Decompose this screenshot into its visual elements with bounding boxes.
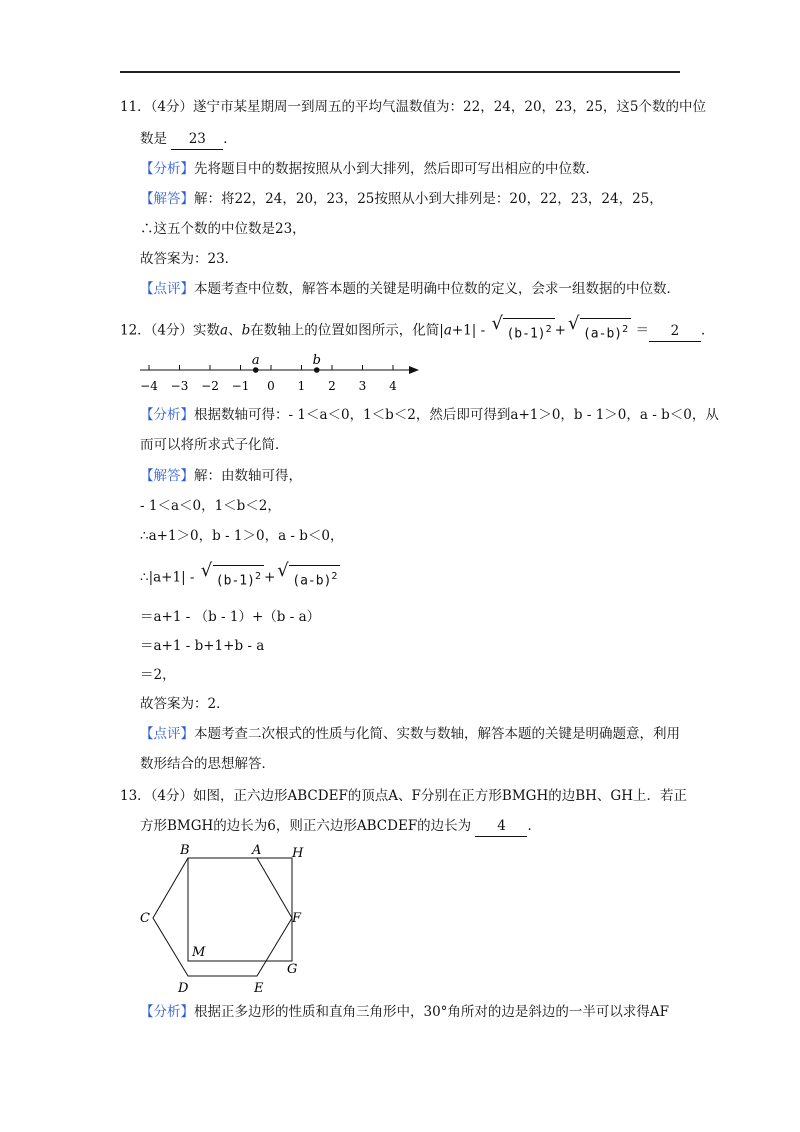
number-line-tick-label: 3 xyxy=(358,379,367,393)
rad4-text: (a-b) xyxy=(292,573,332,589)
label-C: C xyxy=(140,911,150,926)
hexagon-abcdef xyxy=(153,858,292,976)
rad1-text: (b-1) xyxy=(506,326,546,342)
q12-comment-line-2: 数形结合的思想解答． xyxy=(140,756,275,772)
number-line-tick-label: 2 xyxy=(328,379,336,393)
q12-solution-line-3: ∴a+1＞0，b - 1＞0，a - b＜0， xyxy=(140,528,344,544)
q12-stem-period: ． xyxy=(700,322,715,339)
q13-stem-text: 方形BMGH的边长为6，则正六边形ABCDEF的边长为 xyxy=(140,818,472,834)
q12-solution xyxy=(140,466,705,486)
number-line-figure xyxy=(135,352,425,398)
q12-eq: ＝ xyxy=(635,322,649,339)
rad2-exp: 2 xyxy=(622,324,629,335)
header-rule xyxy=(120,71,680,73)
label-F: F xyxy=(292,911,302,926)
q11-stem-line-2 xyxy=(140,129,705,150)
q12-analysis-text: 根据数轴可得：- 1＜a＜0，1＜b＜2，然后即可得到a+1＞0，b - 1＞0，a - b＜0，从 xyxy=(194,407,719,423)
point-a xyxy=(253,367,259,373)
q11-stem-line-1: 11．（4分）遂宁市某星期周一到周五的平均气温数值为：22，24，20，23，25，这5个数的中位 xyxy=(120,99,706,115)
label-D: D xyxy=(178,981,189,996)
solution-tag: 【解答】 xyxy=(140,468,194,484)
label-M: M xyxy=(192,945,206,960)
number-line-tick-label: −4 xyxy=(140,379,158,393)
q11-solution-text: 解：将22，24，20，23，25按照从小到大排列是：20，22，23，24，25， xyxy=(194,191,663,207)
q12-solution-line-7: ＝2， xyxy=(140,667,176,683)
analysis-tag: 【分析】 xyxy=(140,407,194,423)
rad3-text: (b-1) xyxy=(215,573,255,589)
label-A: A xyxy=(252,843,262,858)
q11-analysis xyxy=(140,159,705,179)
q12-comment xyxy=(140,724,705,744)
rad3-exp: 2 xyxy=(254,571,261,582)
sqrt-expression-2 xyxy=(568,318,631,344)
label-H: H xyxy=(292,846,304,861)
q12-solution-line-6: ＝a+1 - b+1+b - a xyxy=(140,638,265,654)
point-a-label: a xyxy=(251,353,260,368)
number-line-tick-label: −3 xyxy=(170,379,189,393)
q11-stem-period: ． xyxy=(223,131,237,147)
q11-stem-text: 数是 xyxy=(140,131,167,147)
q11-solution-line-2: ∴这五个数的中位数是23， xyxy=(140,221,306,237)
label-B: B xyxy=(180,843,190,858)
q13-stem-period: ． xyxy=(527,818,541,834)
analysis-tag: 【分析】 xyxy=(140,161,194,177)
number-line-tick-label: −1 xyxy=(231,379,250,393)
sqrt-expression-4 xyxy=(277,565,340,591)
q11-solution xyxy=(140,189,705,209)
rad1-exp: 2 xyxy=(545,324,552,335)
number-line-tick-label: 1 xyxy=(297,379,306,393)
q11-solution-line-3: 故答案为：23． xyxy=(140,251,239,267)
q12-solution-text: 解：由数轴可得， xyxy=(194,468,302,484)
q12-stem-prefix: 12．（4分）实数 xyxy=(120,322,221,339)
q13-analysis-text: 根据正多边形的性质和直角三角形中，30°角所对的边是斜边的一半可以求得AF xyxy=(194,1004,670,1020)
number-line-tick-label: −2 xyxy=(201,379,219,393)
q11-comment xyxy=(140,279,705,299)
hexagon-square-figure xyxy=(130,838,320,998)
q13-stem-line-2 xyxy=(140,816,705,837)
q12-var-b: b xyxy=(241,322,251,339)
rad4-exp: 2 xyxy=(331,571,338,582)
q12-plus-2: + xyxy=(263,569,276,586)
comment-tag: 【点评】 xyxy=(140,726,194,742)
point-b-label: b xyxy=(312,353,321,368)
number-line-arrow xyxy=(409,366,419,374)
sqrt-expression-3 xyxy=(201,565,264,591)
q12-analysis-line-2: 而可以将所求式子化简． xyxy=(140,437,289,453)
solution-tag: 【解答】 xyxy=(140,191,194,207)
q12-stem-abs: +1| - xyxy=(451,322,486,339)
rad2-text: (a-b) xyxy=(582,326,623,342)
q12-solution-line-2: - 1＜a＜0，1＜b＜2， xyxy=(140,498,281,514)
q12-stem-line-1 xyxy=(120,318,715,344)
number-line-tick-label: 0 xyxy=(267,379,275,393)
sqrt-expression-1 xyxy=(491,318,554,344)
number-line-tick-label: 4 xyxy=(389,379,397,393)
comment-tag: 【点评】 xyxy=(140,281,194,297)
q11-analysis-text: 先将题目中的数据按照从小到大排列，然后即可写出相应的中位数． xyxy=(194,161,599,177)
q12-analysis xyxy=(140,405,719,425)
q12-solution-line-8: 故答案为：2． xyxy=(140,696,230,712)
q12-sep: 、 xyxy=(228,322,242,339)
label-G: G xyxy=(287,962,298,977)
q12-solution-line-4 xyxy=(140,565,705,591)
q12-stem-mid: 在数轴上的位置如图所示，化简| xyxy=(250,322,444,339)
q12-var-a-2: a xyxy=(443,322,452,339)
q12-solution-line-5: ＝a+1 - （b - 1）+（b - a） xyxy=(140,609,321,625)
q11-comment-text: 本题考查中位数，解答本题的关键是明确中位数的定义，会求一组数据的中位数． xyxy=(194,281,680,297)
label-E: E xyxy=(254,981,264,996)
q12-var-a: a xyxy=(220,322,229,339)
q13-analysis xyxy=(140,1002,705,1022)
q13-answer-blank: 4 xyxy=(475,816,527,837)
analysis-tag: 【分析】 xyxy=(140,1004,194,1020)
q12-plus: + xyxy=(554,322,566,339)
q12-comment-text: 本题考查二次根式的性质与化简、实数与数轴，解答本题的关键是明确题意，利用 xyxy=(194,726,680,742)
q13-stem-line-1: 13．（4分）如图，正六边形ABCDEF的顶点A、F分别在正方形BMGH的边BH、GH上．若正 xyxy=(120,788,687,804)
q12-answer-blank: 2 xyxy=(649,321,701,342)
q12-solution-4-prefix: ∴|a+1| - xyxy=(140,569,195,586)
point-b xyxy=(314,367,320,373)
q11-answer-blank: 23 xyxy=(171,129,223,150)
